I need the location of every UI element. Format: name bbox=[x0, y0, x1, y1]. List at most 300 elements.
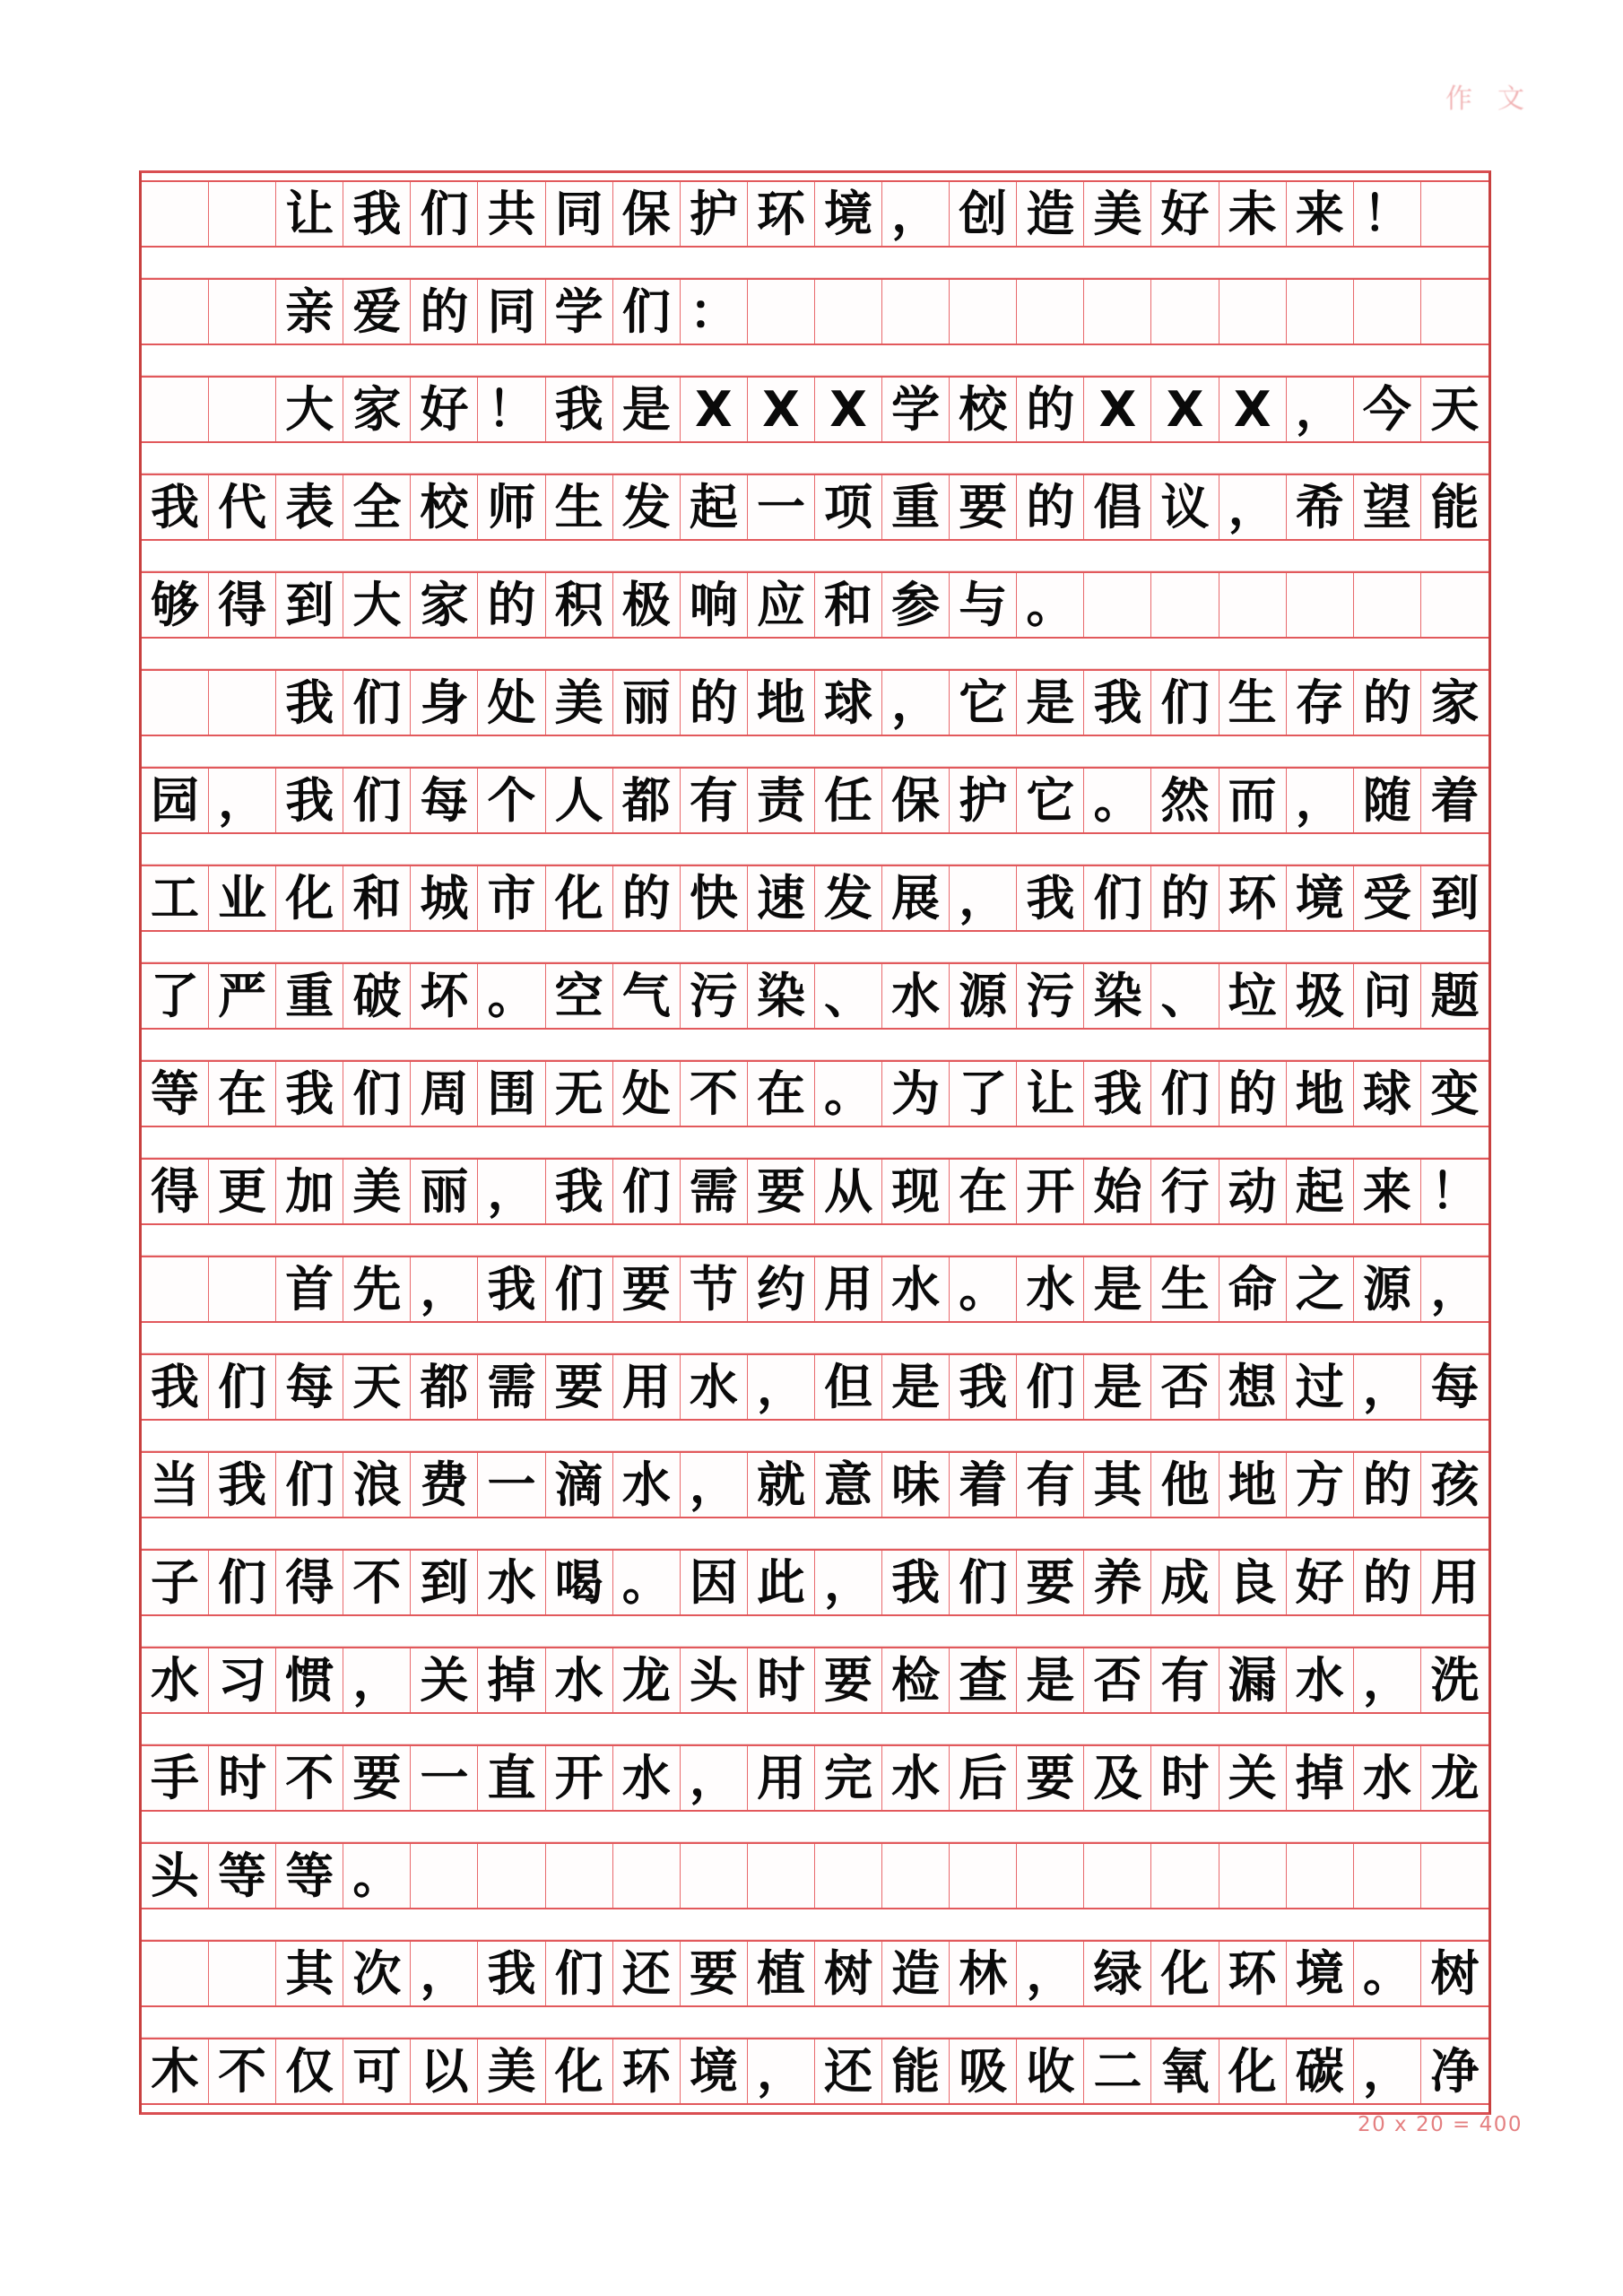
grid-cell: 然 bbox=[1151, 769, 1219, 832]
grid-cell: 们 bbox=[546, 1257, 613, 1321]
grid-cell: 天 bbox=[1430, 380, 1480, 438]
grid-cell: 要 bbox=[681, 1942, 748, 2005]
grid-cell: 重 bbox=[882, 475, 950, 539]
grid-cell: 不 bbox=[276, 1746, 343, 1810]
grid-cell: 创 bbox=[950, 182, 1017, 246]
grid-cell: 但 bbox=[815, 1355, 882, 1419]
grid-cell: 龙 bbox=[1430, 1749, 1480, 1806]
grid-cell: 当 bbox=[142, 1453, 209, 1517]
grid-cell: 一 bbox=[478, 1453, 545, 1517]
grid-cell: 市 bbox=[478, 866, 545, 930]
grid-cell: 项 bbox=[815, 475, 882, 539]
grid-cell: 同 bbox=[478, 280, 545, 344]
grid-gap-row bbox=[142, 1518, 1488, 1549]
grid-cell: 都 bbox=[411, 1355, 478, 1419]
grid-cell: 亲 bbox=[276, 280, 343, 344]
grid-cell: 极 bbox=[613, 573, 681, 637]
grid-cell: 不 bbox=[209, 2039, 276, 2103]
grid-cell: 让 bbox=[276, 182, 343, 246]
grid-cell: 我 bbox=[950, 1355, 1017, 1419]
manuscript-row bbox=[142, 1647, 1488, 1714]
grid-cell-empty bbox=[142, 182, 209, 246]
grid-cell: ， bbox=[1354, 2039, 1421, 2103]
grid-cell-empty bbox=[1151, 1844, 1219, 1908]
grid-cell: 动 bbox=[1219, 1160, 1287, 1223]
grid-cell: 议 bbox=[1151, 475, 1219, 539]
grid-gap-row bbox=[142, 541, 1488, 571]
grid-cell: ！ bbox=[1354, 182, 1421, 246]
grid-cell: 先 bbox=[343, 1257, 411, 1321]
grid-cell: 此 bbox=[748, 1551, 815, 1614]
grid-cell-empty bbox=[1151, 573, 1219, 637]
grid-cell: 一 bbox=[748, 475, 815, 539]
grid-cell: 是 bbox=[1017, 671, 1084, 735]
grid-cell: 环 bbox=[1219, 866, 1287, 930]
grid-cell: 树 bbox=[815, 1942, 882, 2005]
grid-cell: 有 bbox=[1017, 1453, 1084, 1517]
grid-cell: 良 bbox=[1219, 1551, 1287, 1614]
grid-cell: 污 bbox=[1017, 964, 1084, 1028]
manuscript-row bbox=[142, 767, 1488, 834]
grid-cell: 师 bbox=[478, 475, 545, 539]
grid-cell: 气 bbox=[613, 964, 681, 1028]
grid-cell-empty bbox=[142, 280, 209, 344]
grid-cell: 化 bbox=[546, 866, 613, 930]
grid-cell: ， bbox=[209, 769, 276, 832]
grid-cell-empty bbox=[142, 378, 209, 441]
grid-gap-row bbox=[142, 1127, 1488, 1158]
grid-cell: 不 bbox=[681, 1062, 748, 1126]
grid-cell: 等 bbox=[276, 1844, 343, 1908]
grid-cell: 到 bbox=[411, 1551, 478, 1614]
grid-cell: 还 bbox=[815, 2039, 882, 2103]
manuscript-row bbox=[142, 1451, 1488, 1518]
grid-cell: 的 bbox=[478, 573, 545, 637]
manuscript-row bbox=[142, 669, 1488, 736]
grid-cell: ！ bbox=[478, 378, 545, 441]
grid-gap-row bbox=[142, 443, 1488, 474]
grid-cell: 头 bbox=[142, 1844, 209, 1908]
grid-cell: 。 bbox=[478, 964, 545, 1028]
grid-cell: 了 bbox=[142, 964, 209, 1028]
grid-cell-empty bbox=[411, 1844, 478, 1908]
grid-cell: 天 bbox=[343, 1355, 411, 1419]
grid-gap-row bbox=[142, 1909, 1488, 1940]
grid-cell: 手 bbox=[142, 1746, 209, 1810]
grid-cell: 等 bbox=[142, 1062, 209, 1126]
grid-cell-empty bbox=[1017, 280, 1084, 344]
manuscript-row bbox=[142, 474, 1488, 541]
grid-cell-empty bbox=[1354, 573, 1421, 637]
grid-cell: 过 bbox=[1287, 1355, 1354, 1419]
grid-cell: ， bbox=[1354, 1355, 1421, 1419]
grid-cell: ， bbox=[950, 866, 1017, 930]
grid-cell: 木 bbox=[142, 2039, 209, 2103]
grid-cell: 们 bbox=[1017, 1355, 1084, 1419]
grid-cell: 因 bbox=[681, 1551, 748, 1614]
grid-cell: 速 bbox=[748, 866, 815, 930]
grid-cell: 生 bbox=[1151, 1257, 1219, 1321]
grid-cell: 能 bbox=[882, 2039, 950, 2103]
grid-cell: 现 bbox=[882, 1160, 950, 1223]
grid-cell: 需 bbox=[478, 1355, 545, 1419]
grid-cell: 地 bbox=[748, 671, 815, 735]
grid-gap-row bbox=[142, 639, 1488, 669]
grid-cell: 造 bbox=[882, 1942, 950, 2005]
grid-cell: 球 bbox=[1354, 1062, 1421, 1126]
grid-cell: 的 bbox=[1151, 866, 1219, 930]
grid-cell: 完 bbox=[815, 1746, 882, 1810]
grid-cell: 。 bbox=[815, 1062, 882, 1126]
grid-cell: 展 bbox=[882, 866, 950, 930]
grid-gap-row bbox=[142, 1030, 1488, 1060]
grid-cell: 染 bbox=[1084, 964, 1151, 1028]
grid-cell: 味 bbox=[882, 1453, 950, 1517]
grid-cell: 护 bbox=[681, 182, 748, 246]
grid-cell: 美 bbox=[478, 2039, 545, 2103]
grid-cell: 喝 bbox=[546, 1551, 613, 1614]
grid-cell: 周 bbox=[411, 1062, 478, 1126]
grid-cell: 我 bbox=[1017, 866, 1084, 930]
grid-cell: 是 bbox=[1017, 1648, 1084, 1712]
grid-cell: 家 bbox=[1430, 674, 1480, 731]
grid-cell: 处 bbox=[613, 1062, 681, 1126]
grid-cell: 起 bbox=[681, 475, 748, 539]
grid-cell: 身 bbox=[411, 671, 478, 735]
grid-cell: 的 bbox=[613, 866, 681, 930]
manuscript-grid bbox=[139, 170, 1491, 2115]
grid-cell: 源 bbox=[950, 964, 1017, 1028]
grid-cell: 化 bbox=[1219, 2039, 1287, 2103]
manuscript-row bbox=[142, 1256, 1488, 1323]
grid-cell: 掉 bbox=[1287, 1746, 1354, 1810]
grid-cell: 围 bbox=[478, 1062, 545, 1126]
grid-cell-empty bbox=[882, 280, 950, 344]
grid-cell-empty bbox=[1354, 280, 1421, 344]
grid-cell: 用 bbox=[1430, 1553, 1480, 1611]
grid-cell: 任 bbox=[815, 769, 882, 832]
grid-cell: 表 bbox=[276, 475, 343, 539]
grid-gap-row bbox=[142, 248, 1488, 278]
grid-cell-empty bbox=[950, 280, 1017, 344]
grid-cell: 。 bbox=[1354, 1942, 1421, 2005]
grid-cell: 用 bbox=[748, 1746, 815, 1810]
grid-cell: 大 bbox=[343, 573, 411, 637]
grid-cell: 水 bbox=[882, 1257, 950, 1321]
grid-cell-empty bbox=[209, 671, 276, 735]
grid-cell: 水 bbox=[142, 1648, 209, 1712]
grid-cell: 染 bbox=[748, 964, 815, 1028]
grid-cell-empty bbox=[1219, 1844, 1287, 1908]
grid-cell: 不 bbox=[343, 1551, 411, 1614]
grid-cell: 全 bbox=[343, 475, 411, 539]
grid-cell: 们 bbox=[1151, 671, 1219, 735]
grid-cell: 林 bbox=[950, 1942, 1017, 2005]
grid-cell: 园 bbox=[142, 769, 209, 832]
grid-cell: 首 bbox=[276, 1257, 343, 1321]
grid-cell: 其 bbox=[276, 1942, 343, 2005]
grid-cell-empty bbox=[950, 1844, 1017, 1908]
grid-cell-empty bbox=[209, 1257, 276, 1321]
grid-cell: 加 bbox=[276, 1160, 343, 1223]
grid-cell-empty bbox=[1421, 1844, 1488, 1908]
grid-cell: ， bbox=[882, 671, 950, 735]
grid-cell: 约 bbox=[748, 1257, 815, 1321]
grid-cell: 我 bbox=[1084, 671, 1151, 735]
grid-cell-empty bbox=[1354, 1844, 1421, 1908]
grid-cell: ， bbox=[1287, 769, 1354, 832]
grid-cell: 龙 bbox=[613, 1648, 681, 1712]
grid-cell: 好 bbox=[1287, 1551, 1354, 1614]
grid-cell: 来 bbox=[1287, 182, 1354, 246]
grid-body bbox=[139, 180, 1491, 2105]
grid-cell: X bbox=[748, 378, 815, 441]
grid-gap-row bbox=[142, 736, 1488, 767]
manuscript-row bbox=[142, 180, 1488, 248]
grid-cell-empty bbox=[1017, 1844, 1084, 1908]
grid-cell: ， bbox=[748, 1355, 815, 1419]
manuscript-row bbox=[142, 376, 1488, 443]
grid-cell: 我 bbox=[546, 378, 613, 441]
grid-cell: 地 bbox=[1287, 1062, 1354, 1126]
grid-cell: 责 bbox=[748, 769, 815, 832]
manuscript-row bbox=[142, 2038, 1488, 2105]
page-header-mark bbox=[1445, 83, 1526, 115]
grid-cell-empty bbox=[748, 1844, 815, 1908]
grid-cell: 大 bbox=[276, 378, 343, 441]
grid-cell: 丽 bbox=[613, 671, 681, 735]
grid-cell: 要 bbox=[343, 1746, 411, 1810]
grid-cell: 们 bbox=[1084, 866, 1151, 930]
grid-cell: 够 bbox=[142, 573, 209, 637]
grid-cell: 我 bbox=[882, 1551, 950, 1614]
grid-cell: 及 bbox=[1084, 1746, 1151, 1810]
grid-cell: 水 bbox=[1354, 1746, 1421, 1810]
grid-cell: X bbox=[1151, 378, 1219, 441]
grid-cell-empty bbox=[142, 1942, 209, 2005]
grid-cell: 垃 bbox=[1219, 964, 1287, 1028]
grid-cell: 直 bbox=[478, 1746, 545, 1810]
grid-cell: 重 bbox=[276, 964, 343, 1028]
grid-cell-empty bbox=[1287, 573, 1354, 637]
grid-cell: 否 bbox=[1084, 1648, 1151, 1712]
grid-cell: 得 bbox=[276, 1551, 343, 1614]
grid-cell: 命 bbox=[1219, 1257, 1287, 1321]
grid-cell-empty bbox=[681, 1844, 748, 1908]
grid-cell: 要 bbox=[613, 1257, 681, 1321]
grid-cell: 是 bbox=[1084, 1257, 1151, 1321]
grid-cell: 是 bbox=[613, 378, 681, 441]
manuscript-row bbox=[142, 1940, 1488, 2007]
grid-cell: 望 bbox=[1354, 475, 1421, 539]
grid-cell: 水 bbox=[882, 964, 950, 1028]
grid-cell: 我 bbox=[276, 1062, 343, 1126]
grid-cell: 境 bbox=[1287, 1942, 1354, 2005]
grid-cell: 想 bbox=[1219, 1355, 1287, 1419]
grid-cell: 每 bbox=[1430, 1358, 1480, 1415]
header-char-2: 文 bbox=[1497, 83, 1526, 115]
grid-cell: 得 bbox=[209, 573, 276, 637]
grid-cell: X bbox=[815, 378, 882, 441]
manuscript-row bbox=[142, 1060, 1488, 1127]
grid-cell: 树 bbox=[1430, 1944, 1480, 2002]
grid-cell: 。 bbox=[1084, 769, 1151, 832]
grid-cell: ， bbox=[1287, 378, 1354, 441]
grid-cell: 他 bbox=[1151, 1453, 1219, 1517]
grid-cell: 我 bbox=[276, 671, 343, 735]
grid-cell: 业 bbox=[209, 866, 276, 930]
grid-cell: 源 bbox=[1354, 1257, 1421, 1321]
grid-cell: 否 bbox=[1151, 1355, 1219, 1419]
grid-cell: 行 bbox=[1151, 1160, 1219, 1223]
grid-cell: 爱 bbox=[343, 280, 411, 344]
grid-cell: 球 bbox=[815, 671, 882, 735]
grid-cell: 美 bbox=[1084, 182, 1151, 246]
grid-cell: 养 bbox=[1084, 1551, 1151, 1614]
grid-cell-empty bbox=[1421, 280, 1488, 344]
grid-cell: 参 bbox=[882, 573, 950, 637]
grid-cell: 费 bbox=[411, 1453, 478, 1517]
grid-cell: 始 bbox=[1084, 1160, 1151, 1223]
manuscript-row bbox=[142, 1353, 1488, 1421]
grid-cell: 们 bbox=[950, 1551, 1017, 1614]
grid-cell: 严 bbox=[209, 964, 276, 1028]
grid-cell: 未 bbox=[1219, 182, 1287, 246]
grid-gap-row bbox=[142, 1616, 1488, 1647]
grid-cell: ， bbox=[411, 1942, 478, 2005]
grid-cell: 环 bbox=[1219, 1942, 1287, 2005]
grid-cell: 环 bbox=[748, 182, 815, 246]
grid-cell: 水 bbox=[681, 1355, 748, 1419]
grid-cell: 们 bbox=[276, 1453, 343, 1517]
grid-cell: 校 bbox=[950, 378, 1017, 441]
grid-cell: 惯 bbox=[276, 1648, 343, 1712]
grid-gap-row bbox=[142, 1421, 1488, 1451]
grid-cell: 查 bbox=[950, 1648, 1017, 1712]
grid-cell: 我 bbox=[478, 1942, 545, 2005]
grid-cell-empty bbox=[1287, 1844, 1354, 1908]
grid-cell: 关 bbox=[1219, 1746, 1287, 1810]
grid-cell-empty bbox=[1421, 182, 1488, 246]
page-footer-note: 20 x 20 = 400 bbox=[1357, 2113, 1523, 2136]
grid-cell: 生 bbox=[1219, 671, 1287, 735]
grid-gap-row bbox=[142, 345, 1488, 376]
grid-cell: 绿 bbox=[1084, 1942, 1151, 2005]
grid-cell: 我 bbox=[276, 769, 343, 832]
grid-cell: ， bbox=[681, 1746, 748, 1810]
grid-cell: 节 bbox=[681, 1257, 748, 1321]
grid-cell: 时 bbox=[209, 1746, 276, 1810]
grid-gap-row bbox=[142, 1323, 1488, 1353]
grid-cell: 需 bbox=[681, 1160, 748, 1223]
grid-cell: ！ bbox=[1430, 1162, 1480, 1220]
grid-cell: 得 bbox=[142, 1160, 209, 1223]
grid-cell: 水 bbox=[613, 1746, 681, 1810]
grid-cell: 它 bbox=[1017, 769, 1084, 832]
grid-cell: 到 bbox=[276, 573, 343, 637]
grid-cell: 家 bbox=[343, 378, 411, 441]
grid-cell-empty bbox=[546, 1844, 613, 1908]
grid-cell-empty bbox=[209, 182, 276, 246]
grid-cell: 的 bbox=[411, 280, 478, 344]
grid-cell: 能 bbox=[1430, 478, 1480, 535]
grid-cell: 工 bbox=[142, 866, 209, 930]
grid-cell: 污 bbox=[681, 964, 748, 1028]
grid-cell: 每 bbox=[411, 769, 478, 832]
grid-gap-row bbox=[142, 1225, 1488, 1256]
grid-cell: 收 bbox=[1017, 2039, 1084, 2103]
grid-cell: 美 bbox=[343, 1160, 411, 1223]
grid-cell-empty bbox=[1151, 280, 1219, 344]
grid-gap-row bbox=[142, 1812, 1488, 1842]
grid-cell: 境 bbox=[815, 182, 882, 246]
grid-cell: 们 bbox=[613, 280, 681, 344]
grid-cell: 。 bbox=[1017, 573, 1084, 637]
manuscript-row bbox=[142, 1158, 1488, 1225]
grid-cell: 滴 bbox=[546, 1453, 613, 1517]
grid-cell: 们 bbox=[209, 1355, 276, 1419]
grid-cell: 来 bbox=[1354, 1160, 1421, 1223]
grid-cell: 快 bbox=[681, 866, 748, 930]
grid-cell: 要 bbox=[748, 1160, 815, 1223]
grid-cell: 响 bbox=[681, 573, 748, 637]
grid-cell: 们 bbox=[1151, 1062, 1219, 1126]
grid-cell: 空 bbox=[546, 964, 613, 1028]
grid-cell: 问 bbox=[1354, 964, 1421, 1028]
grid-cell: 等 bbox=[209, 1844, 276, 1908]
grid-cell: 。 bbox=[613, 1551, 681, 1614]
grid-cell: 处 bbox=[478, 671, 545, 735]
grid-cell: 起 bbox=[1287, 1160, 1354, 1223]
grid-cell: ， bbox=[1430, 1260, 1480, 1318]
grid-cell: 头 bbox=[681, 1648, 748, 1712]
grid-cell: 、 bbox=[1151, 964, 1219, 1028]
grid-cell: X bbox=[1219, 378, 1287, 441]
grid-cell: 的 bbox=[1017, 378, 1084, 441]
grid-cell: 人 bbox=[546, 769, 613, 832]
grid-cell: ， bbox=[1017, 1942, 1084, 2005]
grid-gap-row bbox=[142, 834, 1488, 865]
grid-cell: 境 bbox=[1287, 866, 1354, 930]
grid-gap-row bbox=[142, 932, 1488, 962]
grid-cell: ， bbox=[882, 182, 950, 246]
grid-gap-row bbox=[142, 1714, 1488, 1744]
grid-cell: 着 bbox=[950, 1453, 1017, 1517]
grid-cell-empty bbox=[1084, 1844, 1151, 1908]
grid-cell: 孩 bbox=[1430, 1456, 1480, 1513]
grid-cell: 坏 bbox=[411, 964, 478, 1028]
grid-cell: X bbox=[681, 378, 748, 441]
grid-cell: 碳 bbox=[1287, 2039, 1354, 2103]
grid-cell: 洗 bbox=[1430, 1651, 1480, 1709]
grid-cell: 了 bbox=[950, 1062, 1017, 1126]
grid-cell: 好 bbox=[1151, 182, 1219, 246]
grid-cell: ， bbox=[478, 1160, 545, 1223]
grid-cell: 、 bbox=[815, 964, 882, 1028]
grid-cell: 我 bbox=[343, 182, 411, 246]
grid-gap-row bbox=[142, 2007, 1488, 2038]
grid-cell: 同 bbox=[546, 182, 613, 246]
grid-cell: 。 bbox=[950, 1257, 1017, 1321]
grid-cell: 们 bbox=[613, 1160, 681, 1223]
grid-cell: 圾 bbox=[1287, 964, 1354, 1028]
grid-cell: 从 bbox=[815, 1160, 882, 1223]
grid-cell: 要 bbox=[1017, 1746, 1084, 1810]
grid-cell: 化 bbox=[546, 2039, 613, 2103]
grid-cell: 我 bbox=[1084, 1062, 1151, 1126]
grid-cell: 城 bbox=[411, 866, 478, 930]
manuscript-row bbox=[142, 278, 1488, 345]
